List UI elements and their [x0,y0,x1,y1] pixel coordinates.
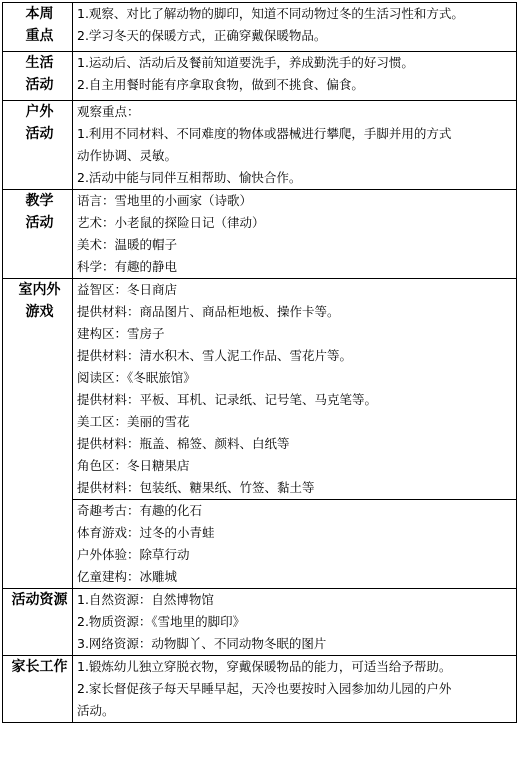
heading-games-line1: 室内外 [18,282,61,298]
content-teaching-activities [73,190,517,279]
heading-life-line1: 生活 [25,55,54,71]
row-indoor-outdoor-games [3,279,517,589]
outdoor-game-list [73,499,516,588]
heading-life-activities [3,52,73,101]
area-materials: 提供材料：包装纸、糖果纸、竹签、黏土等 [77,480,315,495]
area-materials: 提供材料：瓶盖、棉签、颜料、白纸等 [77,436,290,451]
observation-label: 观察重点： [77,104,140,119]
teaching-activity-item: 科学：有趣的静电 [77,259,178,274]
indoor-area-list [77,279,516,499]
heading-outdoor-activities [3,101,73,190]
heading-life-line2: 活动 [25,77,54,93]
weekly-focus-line: 2.学习冬天的保暖方式，正确穿戴保暖物品。 [77,28,327,43]
row-teaching-activities [3,190,517,279]
teaching-activity-item: 艺术：小老鼠的探险日记（律动） [77,215,265,230]
outdoor-game-item: 户外体验：除草行动 [77,547,190,562]
heading-activity-resources: 活动资源 [3,589,73,656]
area-item: 角色区：冬日糖果店 [77,458,190,473]
resource-item: 2.物质资源：《雪地里的脚印》 [77,614,246,629]
life-activity-line: 1.运动后、活动后及餐前知道要洗手，养成勤洗手的好习惯。 [77,55,414,70]
area-materials: 提供材料：清水积木、雪人泥工作品、雪花片等。 [77,348,353,363]
heading-weekly-focus-line1: 本周 [25,6,54,22]
content-outdoor-activities [73,101,517,190]
heading-games-line2: 游戏 [25,304,54,320]
area-item: 美工区：美丽的雪花 [77,414,190,429]
heading-outdoor-line2: 活动 [25,126,54,142]
life-activity-line: 2.自主用餐时能有序拿取食物，做到不挑食、偏食。 [77,77,364,92]
heading-weekly-focus-line2: 重点 [25,28,54,44]
row-outdoor-activities [3,101,517,190]
teaching-activity-item: 美术：温暖的帽子 [77,237,178,252]
resource-item: 1.自然资源：自然博物馆 [77,592,214,607]
heading-games [3,279,73,589]
teaching-activity-item: 语言：雪地里的小画家（诗歌） [77,193,253,208]
content-life-activities [73,52,517,101]
area-item: 益智区：冬日商店 [77,282,178,297]
area-materials: 提供材料：平板、耳机、记录纸、记号笔、马克笔等。 [77,392,378,407]
heading-outdoor-line1: 户外 [25,104,54,120]
outdoor-point-2: 2.活动中能与同伴互相帮助、愉快合作。 [77,170,302,185]
row-weekly-focus [3,3,517,52]
area-item: 阅读区：《冬眠旅馆》 [77,370,196,385]
heading-weekly-focus [3,3,73,52]
heading-teaching-line1: 教学 [25,193,54,209]
parent-work-point-1: 1.锻炼幼儿独立穿脱衣物，穿戴保暖物品的能力，可适当给予帮助。 [77,659,452,674]
row-life-activities [3,52,517,101]
outdoor-game-item: 亿童建构：冰雕城 [77,569,178,584]
area-materials: 提供材料：商品图片、商品柜地板、操作卡等。 [77,304,340,319]
content-games [73,279,517,589]
outdoor-game-item: 奇趣考古：有趣的化石 [77,503,203,518]
parent-work-point-2-line-2: 活动。 [77,703,115,718]
area-item: 建构区：雪房子 [77,326,165,341]
outdoor-point-1-line-2: 动作协调、灵敏。 [77,148,178,163]
heading-teaching-line2: 活动 [25,215,54,231]
weekly-focus-line: 1.观察、对比了解动物的脚印，知道不同动物过冬的生活习性和方式。 [77,6,464,21]
outdoor-game-item: 体育游戏：过冬的小青蛙 [77,525,215,540]
heading-parent-work: 家长工作 [3,656,73,723]
row-parent-work [3,656,517,723]
parent-work-point-2-line-1: 2.家长督促孩子每天早睡早起，天冷也要按时入园参加幼儿园的户外 [77,681,452,696]
row-activity-resources [3,589,517,656]
content-weekly-focus [73,3,517,52]
heading-teaching-activities [3,190,73,279]
outdoor-point-1-line-1: 1.利用不同材料、不同难度的物体或器械进行攀爬，手脚并用的方式 [77,126,452,141]
resource-item: 3.网络资源：动物脚丫、不同动物冬眠的图片 [77,636,327,651]
content-parent-work [73,656,517,723]
content-activity-resources [73,589,517,656]
weekly-plan-table [2,2,517,723]
